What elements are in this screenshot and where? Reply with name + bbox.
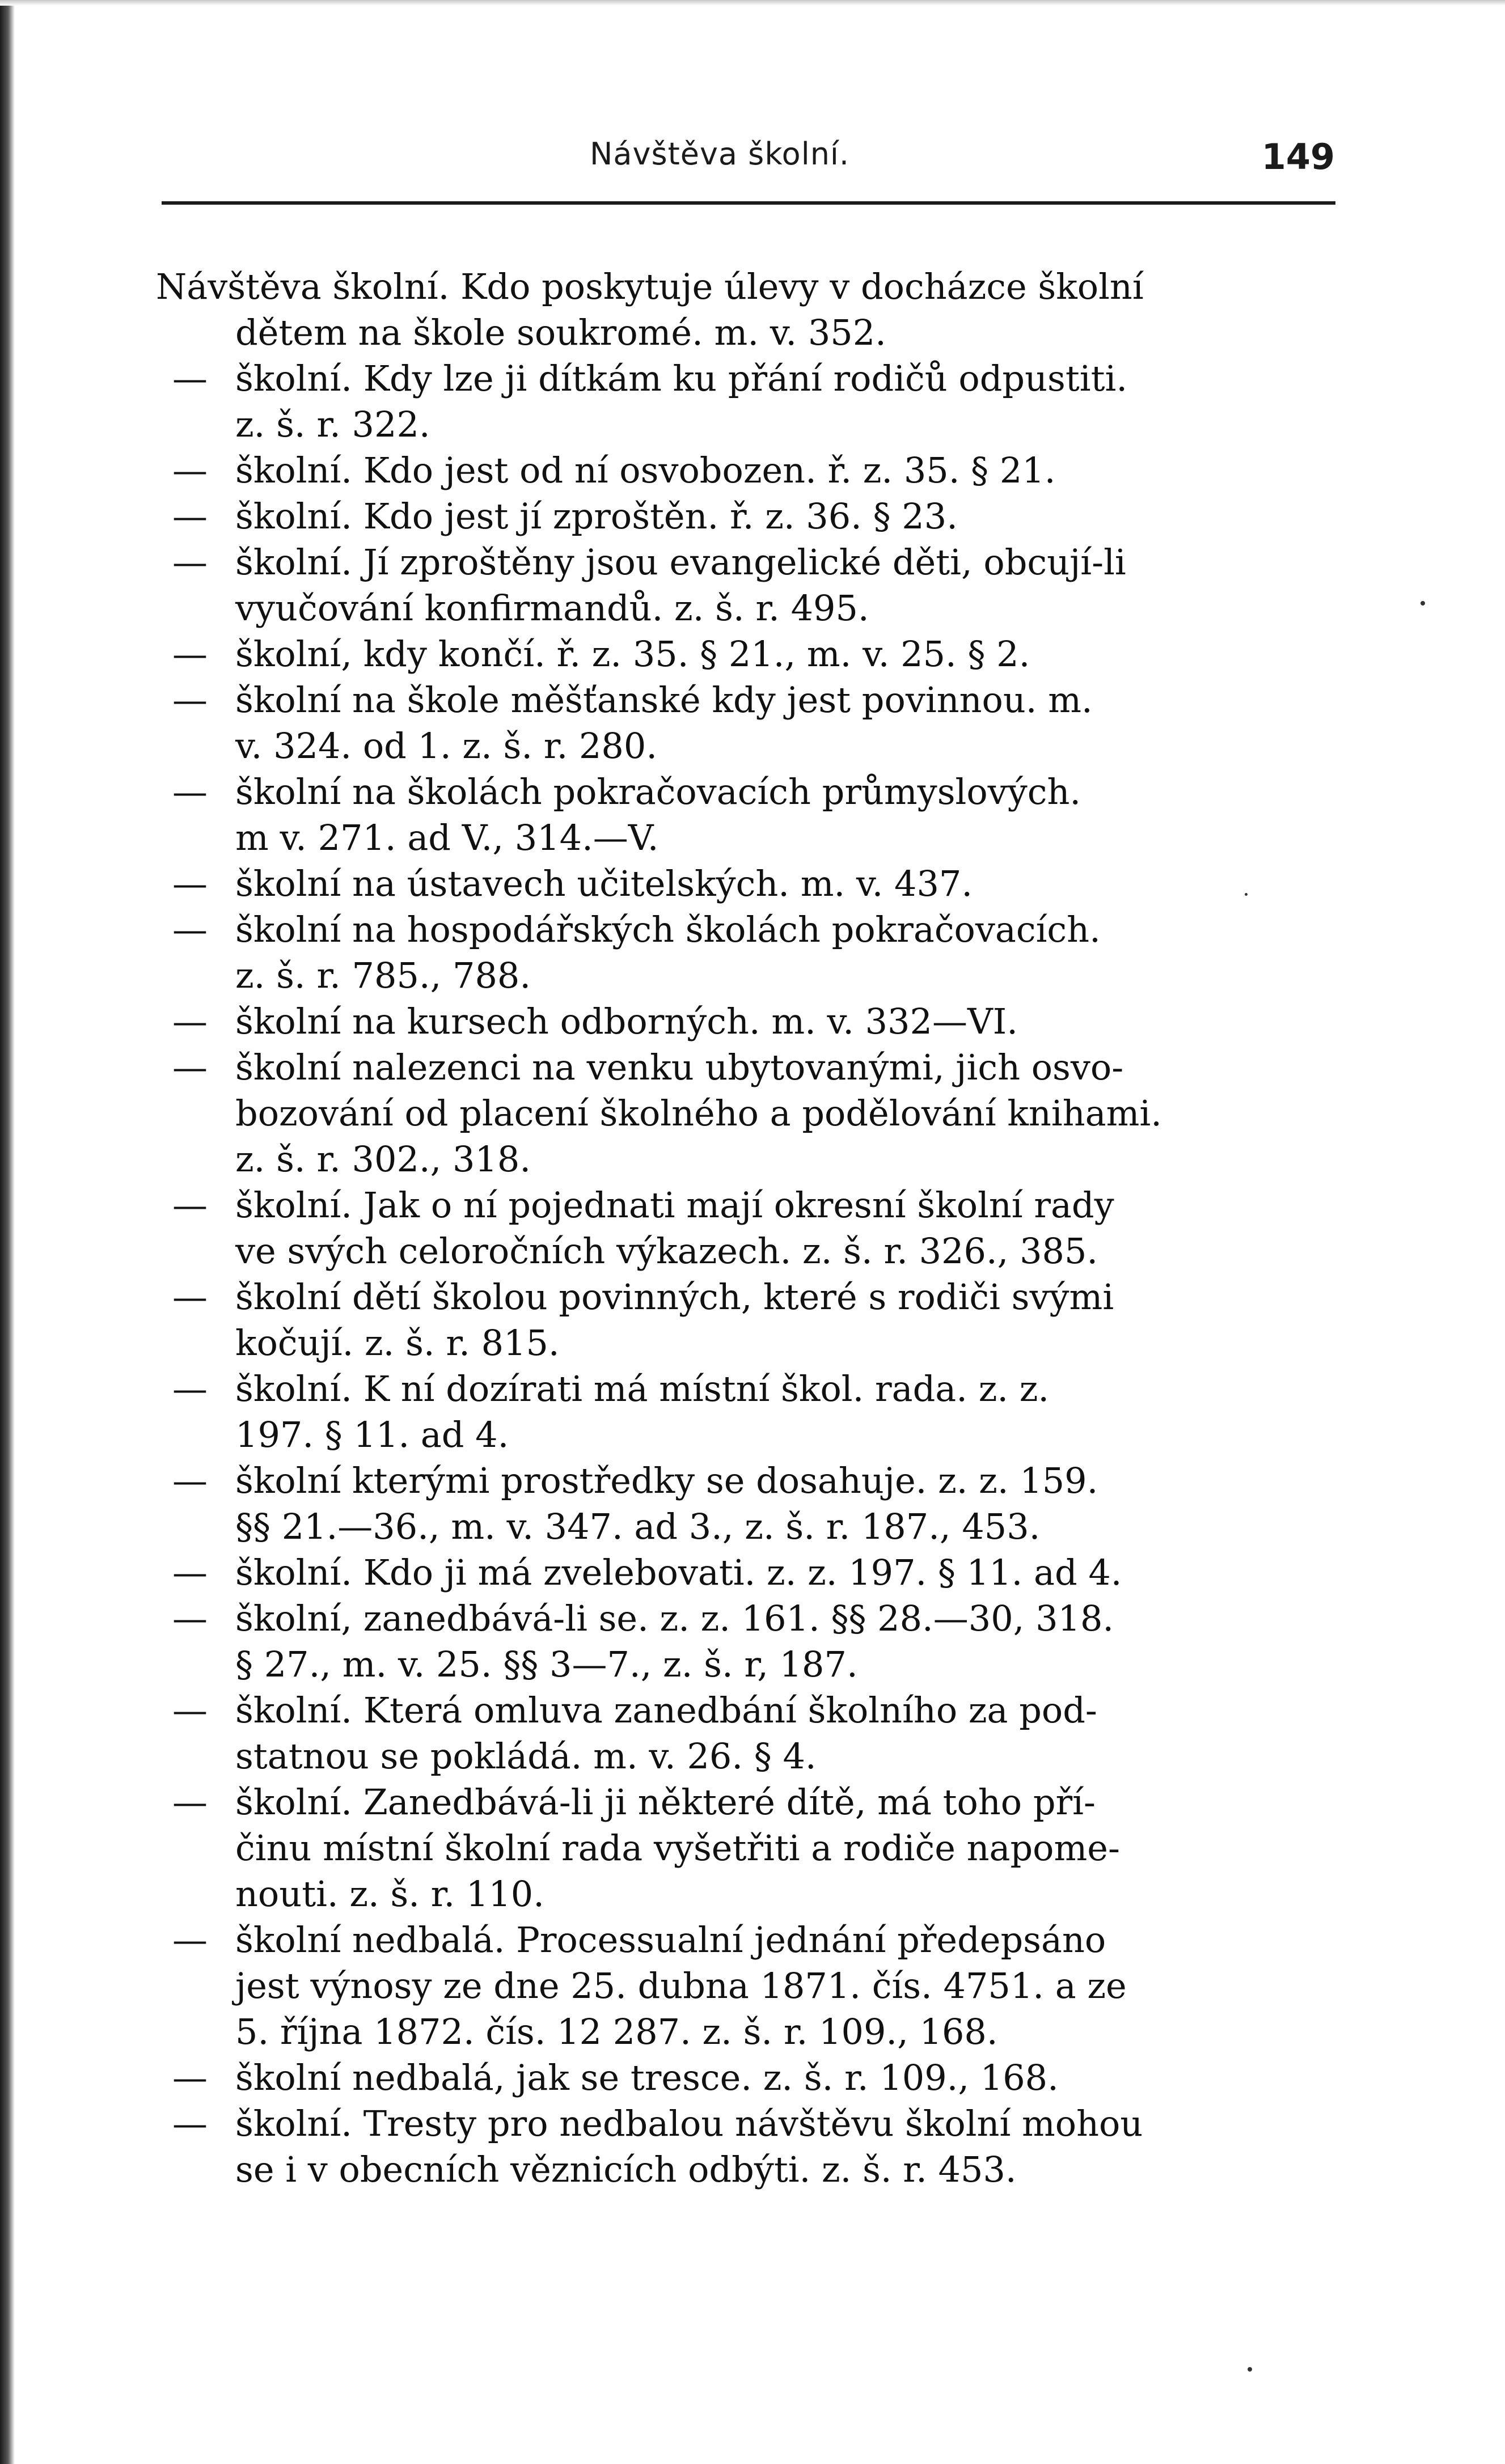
entry-line: školní. Jí zproštěny jsou evangelické děti, obcují-li: [235, 541, 1126, 583]
entry-line: se i v obecních věznicích odbýti. z. š. r. 453.: [235, 2149, 1017, 2190]
entry-line: kočují. z. š. r. 815.: [235, 1322, 560, 1364]
header-rule: [162, 201, 1335, 205]
entry-line: statnou se pokládá. m. v. 26. § 4.: [235, 1735, 817, 1777]
scan-speck: [1421, 601, 1425, 606]
entry-line: školní nedbalá, jak se tresce. z. š. r. 109., 168.: [235, 2057, 1059, 2098]
index-entry: [156, 1687, 1335, 1779]
scan-speck: [1245, 893, 1248, 896]
entry-line: z. š. r. 785., 788.: [235, 955, 531, 996]
entry-dash: —: [172, 863, 208, 904]
entry-line: školní. Kdo jest jí zproštěn. ř. z. 36. § 23.: [235, 496, 958, 537]
entry-line: z. š. r. 322.: [235, 404, 430, 445]
entry-line: školní. Kdy lze ji dítkám ku přání rodičů odpustiti.: [235, 358, 1128, 399]
index-entry: [156, 2101, 1335, 2192]
entry-line: 197. § 11. ad 4.: [235, 1414, 509, 1455]
index-entry: [156, 677, 1335, 769]
index-entry: [156, 539, 1335, 631]
entry-line: školní kterými prostředky se dosahuje. z. z. 159.: [235, 1460, 1098, 1501]
index-entry: [156, 2055, 1335, 2101]
index-entry: [156, 998, 1335, 1044]
entry-dash: —: [172, 496, 208, 537]
entry-line: v. 324. od 1. z. š. r. 280.: [235, 725, 658, 767]
entry-dash: —: [172, 2057, 208, 2098]
entry-line: školní. Tresty pro nedbalou návštěvu školní mohou: [235, 2103, 1143, 2144]
entry-line: školní. K ní dozírati má místní škol. rada. z. z.: [235, 1368, 1050, 1409]
entry-line: Návštěva školní. Kdo poskytuje úlevy v docházce školní: [156, 266, 1144, 307]
entry-line: nouti. z. š. r. 110.: [235, 1873, 544, 1915]
entry-line: školní na ústavech učitelských. m. v. 437.: [235, 863, 973, 904]
entry-dash: —: [172, 1598, 208, 1639]
page-number: 149: [1261, 136, 1335, 177]
entry-dash: —: [172, 1047, 208, 1088]
index-headword-entry: [156, 264, 1335, 355]
running-title: Návštěva školní.: [590, 136, 850, 172]
entry-dash: —: [172, 679, 208, 721]
entry-line: § 27., m. v. 25. §§ 3—7., z. š. r, 187.: [235, 1644, 858, 1685]
index-entry: [156, 1044, 1335, 1182]
index-entry: [156, 631, 1335, 677]
index-entry: [156, 1549, 1335, 1595]
entry-line: §§ 21.—36., m. v. 347. ad 3., z. š. r. 187., 453.: [235, 1506, 1041, 1547]
index-entry: [156, 355, 1335, 447]
entry-line: školní na hospodářských školách pokračovacích.: [235, 909, 1101, 950]
entry-dash: —: [172, 358, 208, 399]
entry-line: školní nedbalá. Processualní jednání předepsáno: [235, 1919, 1106, 1961]
entry-line: ve svých celoročních výkazech. z. š. r. 326., 385.: [235, 1230, 1098, 1272]
entry-line: školní, kdy končí. ř. z. 35. § 21., m. v. 25. § 2.: [235, 633, 1030, 675]
entry-line: školní. Jak o ní pojednati mají okresní školní rady: [235, 1184, 1114, 1226]
index-entry: [156, 1917, 1335, 2055]
entry-dash: —: [172, 1184, 208, 1226]
entry-dash: —: [172, 1001, 208, 1042]
entry-dash: —: [172, 771, 208, 812]
index-entry: [156, 1595, 1335, 1687]
index-entry: [156, 1779, 1335, 1917]
index-entry: [156, 1274, 1335, 1366]
entry-dash: —: [172, 909, 208, 950]
index-entry: [156, 1458, 1335, 1549]
entry-dash: —: [172, 1690, 208, 1731]
entry-dash: —: [172, 1460, 208, 1501]
entry-line: školní na škole měšťanské kdy jest povinnou. m.: [235, 679, 1093, 721]
index-entry: [156, 769, 1335, 861]
entry-dash: —: [172, 450, 208, 491]
index-entry: [156, 447, 1335, 493]
entry-line: vyučování konfirmandů. z. š. r. 495.: [235, 587, 869, 629]
entry-line: školní. Kdo ji má zvelebovati. z. z. 197. § 11. ad 4.: [235, 1552, 1122, 1593]
entry-line: školní dětí školou povinných, které s rodiči svými: [235, 1276, 1114, 1318]
entry-line: 5. října 1872. čís. 12 287. z. š. r. 109., 168.: [235, 2011, 998, 2052]
entry-line: školní, zanedbává-li se. z. z. 161. §§ 28.—30, 318.: [235, 1598, 1114, 1639]
entry-line: jest výnosy ze dne 25. dubna 1871. čís. 4751. a ze: [235, 1965, 1127, 2006]
entry-dash: —: [172, 1552, 208, 1593]
entry-dash: —: [172, 1919, 208, 1961]
index-entry: [156, 493, 1335, 539]
entry-line: školní. Kdo jest od ní osvobozen. ř. z. 35. § 21.: [235, 450, 1056, 491]
entry-dash: —: [172, 1276, 208, 1318]
entry-line: dětem na škole soukromé. m. v. 352.: [235, 312, 886, 353]
entry-line: školní nalezenci na venku ubytovanými, jich osvo-: [235, 1047, 1124, 1088]
entry-line: činu místní školní rada vyšetřiti a rodiče napome-: [235, 1827, 1120, 1869]
scan-speck: [1248, 2367, 1252, 2372]
index-entry: [156, 1366, 1335, 1458]
entry-line: školní na kursech odborných. m. v. 332—VI.: [235, 1001, 1018, 1042]
entry-dash: —: [172, 541, 208, 583]
entry-dash: —: [172, 1781, 208, 1823]
index-entries: [156, 264, 1335, 2192]
entry-line: školní. Která omluva zanedbání školního za pod-: [235, 1690, 1097, 1731]
entry-dash: —: [172, 1368, 208, 1409]
entry-dash: —: [172, 633, 208, 675]
entry-line: školní. Zanedbává-li ji některé dítě, má toho pří-: [235, 1781, 1096, 1823]
entry-line: školní na školách pokračovacích průmyslových.: [235, 771, 1081, 812]
index-entry: [156, 861, 1335, 907]
entry-line: bozování od placení školného a podělování knihami.: [235, 1093, 1162, 1134]
index-entry: [156, 1182, 1335, 1274]
index-entry: [156, 907, 1335, 998]
entry-line: z. š. r. 302., 318.: [235, 1138, 531, 1180]
entry-dash: —: [172, 2103, 208, 2144]
entry-line: m v. 271. ad V., 314.—V.: [235, 817, 659, 858]
